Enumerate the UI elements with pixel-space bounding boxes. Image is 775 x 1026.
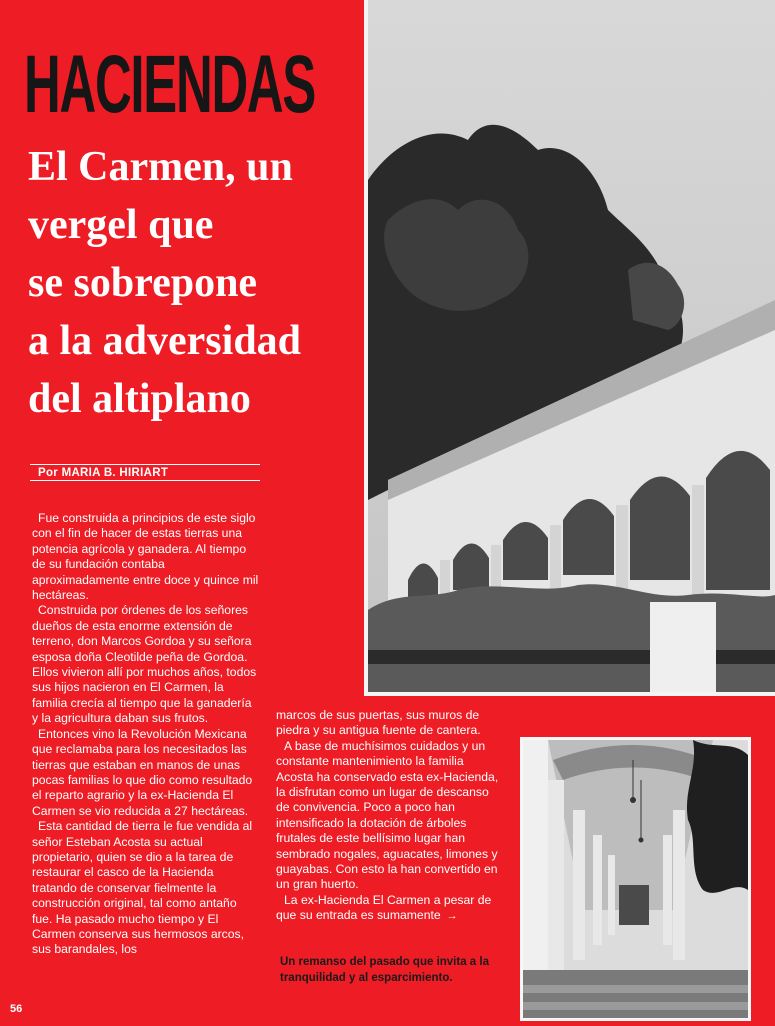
paragraph: Esta cantidad de tierra le fue vendida al señor Esteban Acosta su actual propietario, quien se dio a la tarea de restaurar el casco de la Hacienda tratando de conservar fielmente la construcción original, tal como antaño fue. Ha pasado mucho tiempo y El Carmen conserva sus hermosos arcos, sus barandales, los bbox=[32, 819, 253, 957]
photo-caption: Un remanso del pasado que invita a la tranquilidad y al esparcimiento. bbox=[280, 956, 489, 984]
corridor-photo bbox=[520, 737, 751, 1021]
article-column-middle bbox=[276, 708, 502, 925]
paragraph-text: La ex-Hacienda El Carmen a pesar de que su entrada es sumamente bbox=[276, 892, 492, 923]
headline-line: a la adversidad bbox=[28, 318, 302, 364]
paragraph: Construida por órdenes de los señores dueños de esta enorme extensión de terreno, don Marcos Gordoa y su señora esposa doña Cleotilde peña de Gordoa. Ellos vivieron allí por muchos años, todos sus hijos nacieron en El Carmen, la familia crecía al tiempo que la ganadería y la agricultura daban sus frutos. bbox=[32, 603, 257, 726]
page-number: 56 bbox=[10, 1003, 23, 1015]
headline-line: vergel que bbox=[28, 202, 214, 248]
paragraph: A base de muchísimos cuidados y un constante mantenimiento la familia Acosta ha conservado esta ex-Hacienda, la disfrutan como un lugar de descanso de convivencia. Poco a poco han intensificado la dotación de árboles frutales de este bellísimo lugar han sembrado nogales, aguacates, limones y guayabas. Con esto la han convertido en un gran huerto. bbox=[276, 738, 499, 892]
paragraph: Fue construida a principios de este siglo con el fin de hacer de estas tierras una potencia agrícola y ganadera. Al tiempo de su fundación contaba aproximadamente entre doce y quince mil hectáreas. bbox=[32, 511, 259, 603]
hacienda-arcade-photo bbox=[364, 0, 775, 696]
headline bbox=[28, 138, 368, 428]
headline-line: El Carmen, un bbox=[28, 144, 293, 190]
section-title: HACIENDAS bbox=[24, 39, 316, 130]
byline: Por MARIA B. HIRIART bbox=[30, 464, 260, 481]
paragraph: Entonces vino la Revolución Mexicana que reclamaba para los necesitados las tierras que estaban en manos de unas pocas familias lo que dio como resultado el reparto agrario y la ex-Hacienda El Carmen se vio reducida a 27 hectáreas. bbox=[32, 726, 253, 818]
paragraph: marcos de sus puertas, sus muros de piedra y su antigua fuente de cantera. bbox=[276, 708, 481, 738]
paragraph bbox=[276, 893, 502, 925]
headline-line: del altiplano bbox=[28, 376, 251, 422]
continue-arrow-icon: → bbox=[446, 910, 458, 923]
article-column-left bbox=[32, 511, 260, 958]
headline-line: se sobrepone bbox=[28, 260, 258, 306]
